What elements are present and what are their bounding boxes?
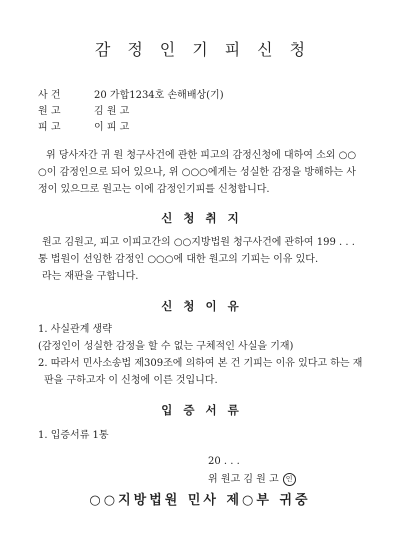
evidence-heading: 입증서류 bbox=[161, 403, 250, 417]
signer-line bbox=[208, 472, 296, 487]
case-value: 20 가합1234호 손해배상(기) bbox=[94, 90, 224, 101]
defendant-value: 이 피 고 bbox=[94, 122, 130, 133]
purpose-line: 라는 재판을 구합니다. bbox=[42, 271, 139, 282]
reason-heading: 신청이유 bbox=[161, 299, 250, 313]
intro-line: 정이 있으므로 원고는 이에 감정인기피를 신청합니다. bbox=[38, 184, 270, 195]
defendant-label: 피 고 bbox=[38, 122, 61, 133]
document-title: 감정인기피신청 bbox=[94, 40, 323, 59]
plaintiff-label: 원 고 bbox=[38, 106, 61, 117]
plaintiff-value: 김 원 고 bbox=[94, 106, 130, 117]
seal-icon: 인 bbox=[283, 473, 296, 486]
intro-paragraph bbox=[38, 147, 368, 198]
intro-line: 위 당사자간 귀 원 청구사건에 관한 피고의 감정신청에 대하여 소외 ○○ bbox=[46, 150, 357, 161]
purpose-line: 원고 김원고, 피고 이피고간의 ○○지방법원 청구사건에 관하여 199 . . . bbox=[42, 237, 355, 248]
reason-line: 판을 구하고자 이 신청에 이른 것입니다. bbox=[44, 375, 218, 386]
court-name: ○○지방법원 민사 제○부 귀중 bbox=[89, 493, 311, 508]
purpose-line: 통 법원이 선임한 감정인 ○○○에 대한 원고의 기피는 이유 있다. bbox=[38, 254, 319, 265]
case-row bbox=[38, 88, 224, 103]
intro-line: ○이 감정인으로 되어 있으나, 위 ○○○에게는 성실한 감정을 방해하는 사 bbox=[38, 167, 356, 178]
date-line: 20 . . . bbox=[208, 456, 240, 467]
purpose-paragraph bbox=[38, 234, 368, 285]
plaintiff-row bbox=[38, 104, 129, 119]
evidence-line: 1. 입증서류 1통 bbox=[38, 430, 109, 441]
reason-line: (감정인이 성실한 감정을 할 수 없는 구체적인 사실을 기재) bbox=[38, 341, 294, 352]
reason-line: 2. 따라서 민사소송법 제309조에 의하여 본 건 기피는 이유 있다고 하는 재 bbox=[38, 358, 363, 369]
case-label: 사 건 bbox=[38, 90, 61, 101]
purpose-heading: 신청취지 bbox=[161, 211, 250, 225]
defendant-row bbox=[38, 120, 129, 135]
reason-line: 1. 사실관계 생략 bbox=[38, 324, 112, 335]
signer-text: 위 원고 김 원 고 bbox=[208, 474, 279, 485]
